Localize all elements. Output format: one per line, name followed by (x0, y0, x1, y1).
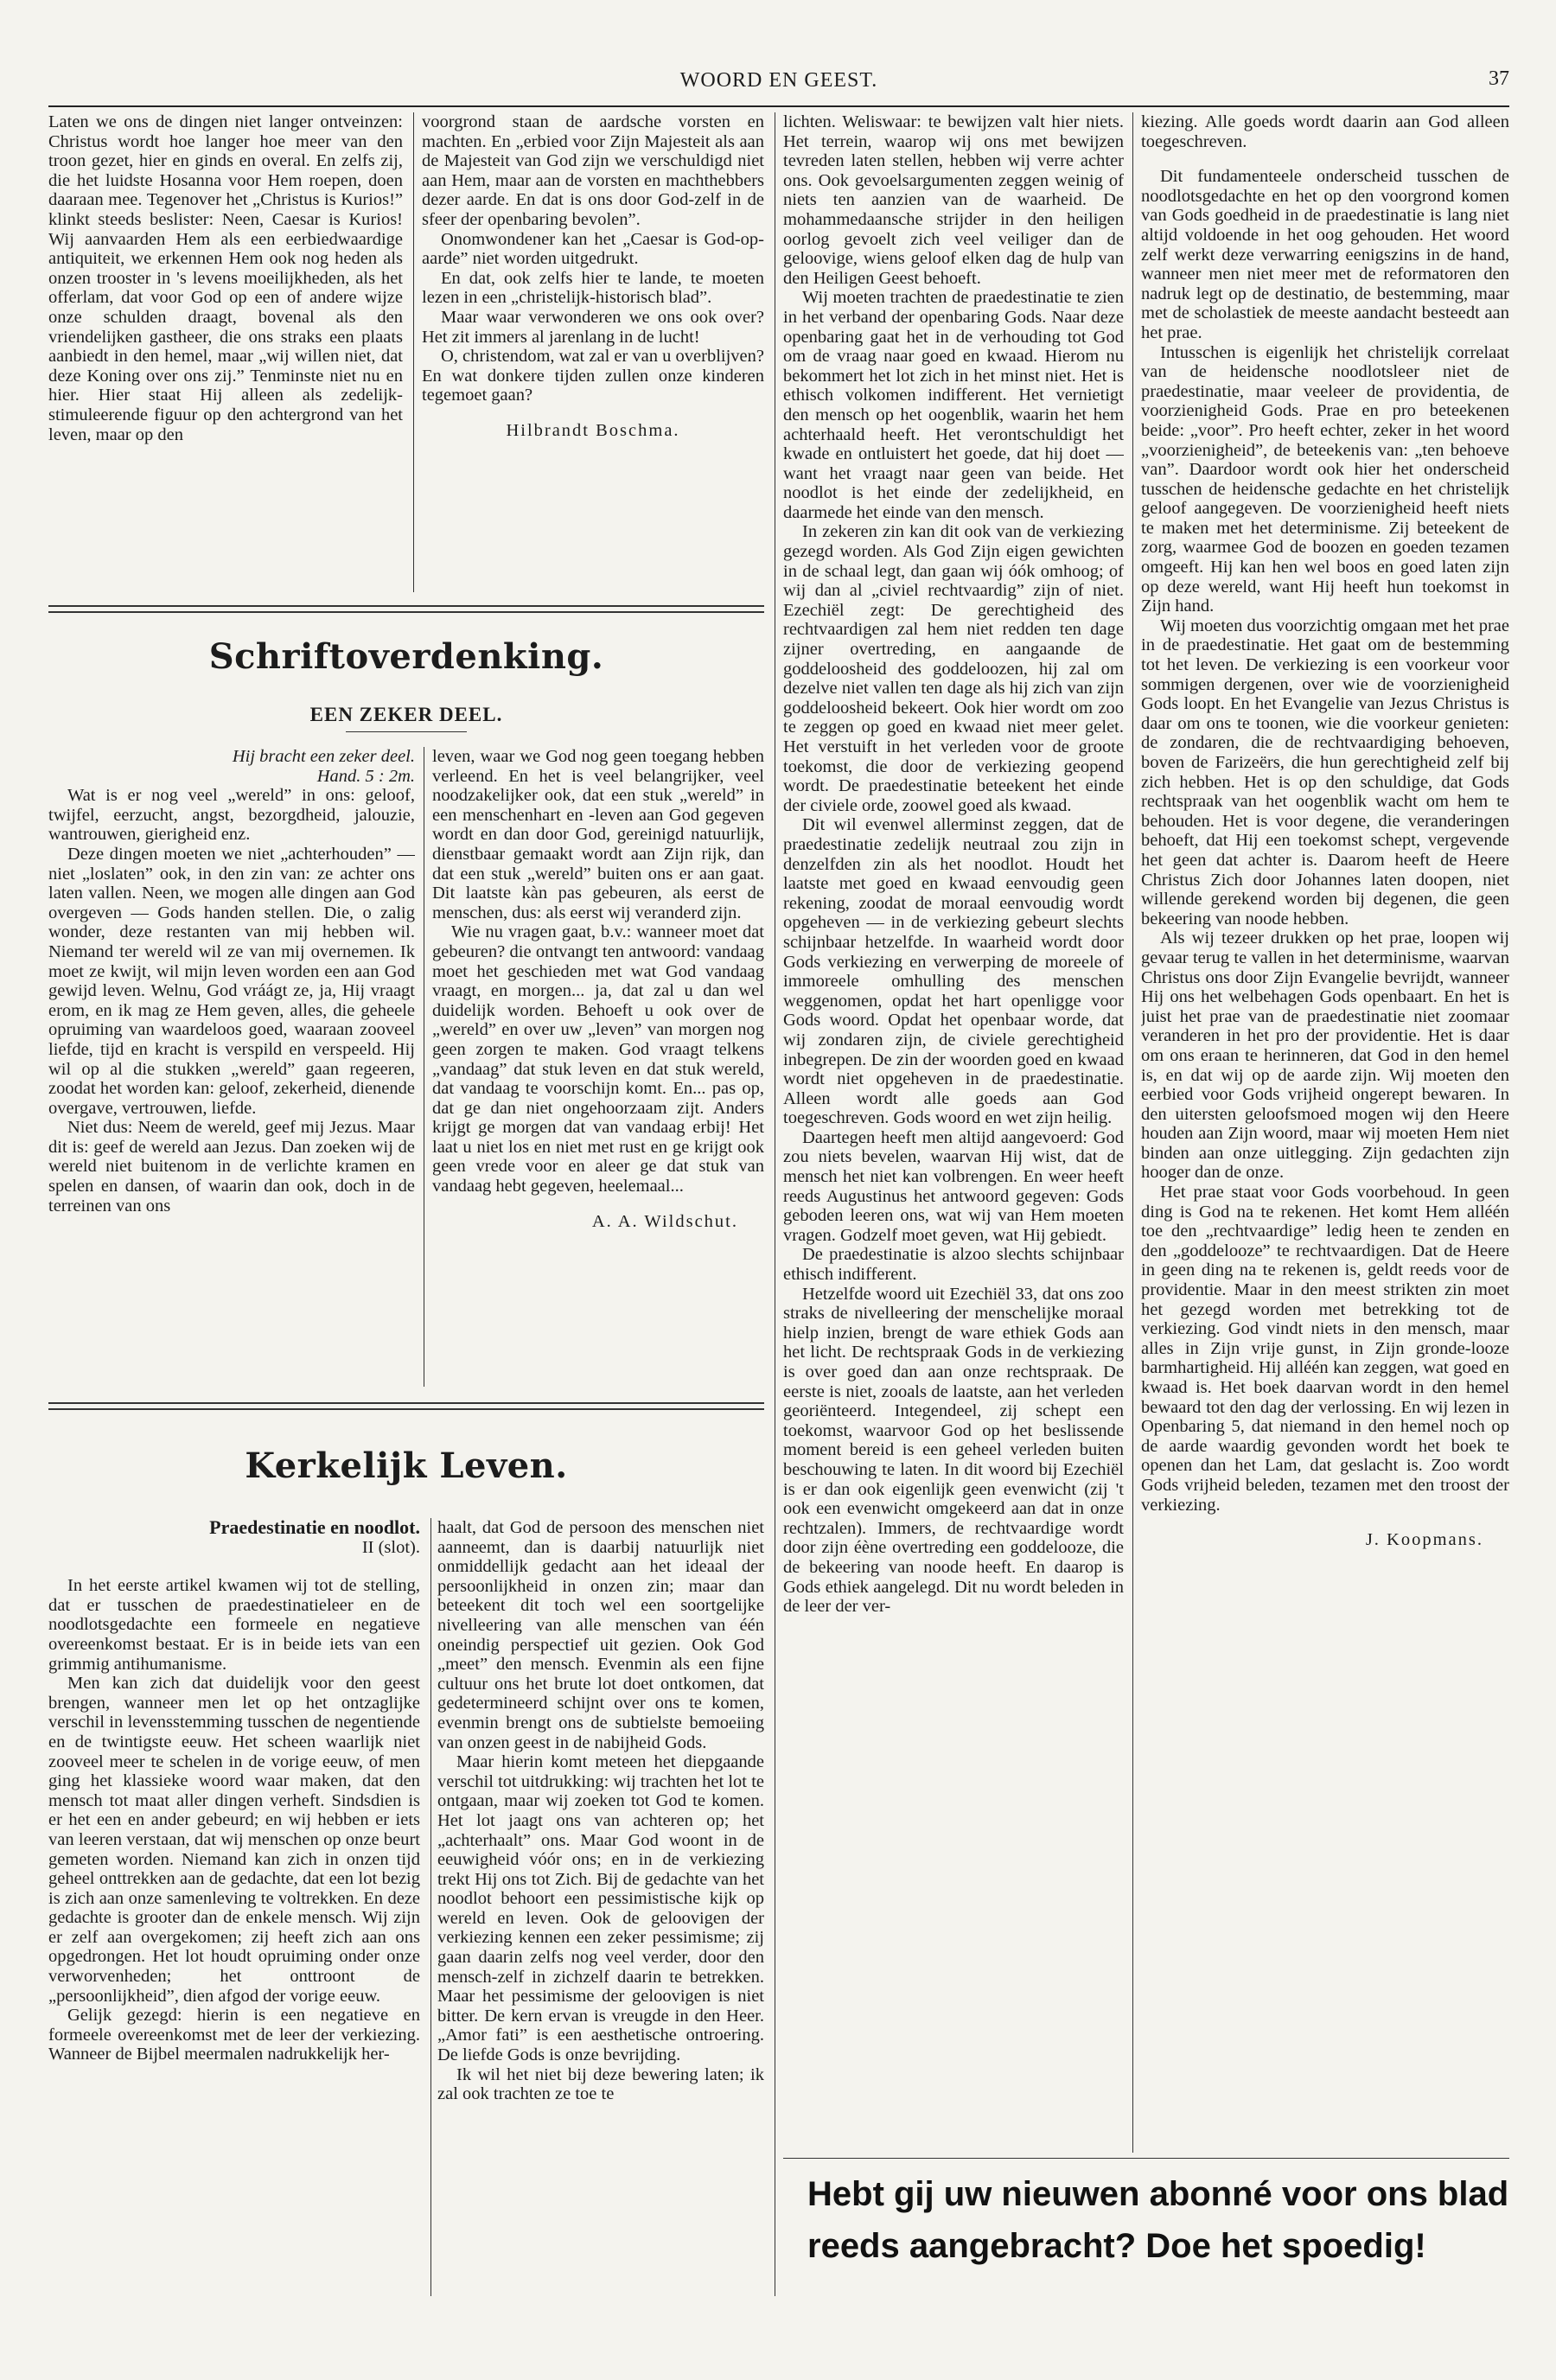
header-rule (48, 105, 1509, 107)
paragraph: Onomwondener kan het „Caesar is God-op-aarde” niet worden uitgedrukt. (422, 229, 764, 269)
paragraph: Als wij tezeer drukken op het prae, loopen wij gevaar terug te vallen in het determinisme, waarvan Christus ons door Zijn Evangelie bevrijdt, wanneer Hij ons het welbehagen Gods openbaart. En het is juist het prae van de praedestinatie niet zoomaar veranderen in het pro der providentie. Het is daar om ons eraan te herinneren, dat God in den hemel is, en dat wij op de aarde zijn. Wij moeten den eerbied voor Gods vrijheid ongerept bewaren. In den uitersten geloofsmoed mogen wij den Heere houden aan Zijn woord, maar wij moeten Hem niet binden aan onze uitlegging. Zijn gedachten zijn hooger dan de onze. (1141, 928, 1509, 1183)
section-title-kerkelijk-leven: Kerkelijk Leven. (245, 1445, 568, 1486)
advert-line-1: Hebt gij uw nieuwen abonné voor ons blad (807, 2175, 1509, 2213)
paragraph: Laten we ons de dingen niet langer ontveinzen: Christus wordt hoe langer hoe meer van den troon gezet, hier en ginds en overal. En zelfs zij, die het luidste Hosanna voor Hem roepen, doen daaraan mee. Tegenover het „Christus is Kurios!” klinkt steeds beslister: Neen, Caesar is Kurios! Wij aanvaarden Hem als een eerbiedwaardige antiquiteit, we erkennen Hem ook nog heden als onzen trooster in 's levens moeilijkheden, als het offerlam, dat voor God op een of andere wijze onze schulden draagt, bovenal als den vriendelijken gastheer, die ons straks een plaats aanbiedt in den hemel, maar „wij willen niet, dat deze Koning over ons zij.” Tenminste niet nu en hier. Hier staat Hij alleen als zedelijk-stimuleerende figuur op den achtergrond van het leven, maar op den (48, 112, 403, 444)
kerk-col4 (1141, 112, 1509, 2153)
paragraph: Wij moeten dus voorzichtig omgaan met het prae in de praedestinatie. Het gaat om de bestemming tot het leven. De verkiezing is een voorkeur voor sommigen dergenen, over wie de voorzienigheid Gods loopt. En het Evangelie van Jezus Christus is daar om ons te toonen, wie die voorkeur genieten: de zondaren, die de rechtvaardiging behoeven, boven de Farizeërs, die hun gerechtigheid zelf bij zich hebben. Het is op den schuldige, dat Gods rechtspraak van het oogenblik wacht om hem te behouden. Het is voor degene, die veranderingen behoeft, dat Hij een toekomst schept, vergevende het geen dat achter is. Daarom heeft de Heere Christus Zich door Johannes laten doopen, niet willende gerekend worden bij degenen, die geen bekeering van noode hebben. (1141, 616, 1509, 928)
paragraph: voorgrond staan de aardsche vorsten en machten. En „erbied voor Zijn Majesteit als aan de Majesteit van God zijn we verschuldigd niet aan Hem, maar aan de vorsten en machthebbers dezer aarde. En dat is ons door God-zelf in de sfeer der openbaring bevolen”. (422, 112, 764, 229)
kerk-col1 (48, 1518, 420, 2296)
column-rule (413, 112, 414, 592)
page-header (48, 67, 1509, 105)
paragraph: kiezing. Alle goeds wordt daarin aan God alleen toegeschreven. (1141, 112, 1509, 151)
subscription-advert (807, 2168, 1509, 2350)
article-title: Praedestinatie en noodlot. (209, 1518, 420, 1538)
signature: J. Koopmans. (1365, 1530, 1483, 1550)
paragraph: En dat, ook zelfs hier te lande, te moeten lezen in een „christelijk-historisch blad”. (422, 268, 764, 308)
double-rule (48, 605, 764, 613)
paragraph: Het prae staat voor Gods voorbehoud. In geen ding is God na te rekenen. Het komt Hem alléén toe den „rechtvaardige” ledig heen te zenden en den „goddelooze” te rechtvaardigen. Dat de Heere in geen ding na te rekenen is, geldt reeds voor de providentie. Maar in den meest strikten zin moet het gezegd worden met betrekking tot de verkiezing. God vindt niets in den mensch, maar alles in Zijn vrije gunst, in Zijn gronde-looze barmhartigheid. Hij alléén kan zeggen, wat goed en kwaad is. Het boek daarvan wordt in den hemel bewaard tot den dag der verlossing. En wij lezen in Openbaring 5, dat niemand in den hemel noch op de aarde waardig gevonden wordt het boek te openen dan het Lam, dat geslacht is. Zoo wordt Gods vrijheid beleden, tezamen met den troost der verkiezing. (1141, 1183, 1509, 1515)
paragraph: Dit wil evenwel allerminst zeggen, dat de praedestinatie zedelijk neutraal zou zijn in denzelfden zin als het noodlot. Houdt het laatste met goed en kwaad eenvoudig geen rekening, zoodat de moraal eenvoudig wordt opgeheven — in de verkiezing gebeurt slechts schijnbaar hetzelfde. In waarheid wordt door Gods verkiezing en verwerping de moreele of immoreele omhulling des menschen weggenomen, opdat het hart openligge voor Gods woord. Opdat het openbaar worde, dat wij zondaren zijn, de civiele gerechtigheid inbegrepen. De zin der woorden goed en kwaad wordt niet opgeheven in de praedestinatie. Alleen wordt alle goeds aan God toegeschreven. Gods woord en wet zijn heilig. (783, 815, 1124, 1128)
paragraph: Deze dingen moeten we niet „achterhouden” — niet „loslaten” ook, in den zin van: ze achter ons laten vallen. Neen, we mogen alle dingen aan God overgeven — Gods handen stellen. Die, o zalig wonder, deze restanten van mij hebben wil. Niemand ter wereld wil ze van mij overnemen. Ik moet ze kwijt, wil mijn leven worden een aan God gewijd leven. Welnu, God vráágt ze, ja, Hij vraagt erom, en ik mag ze Hem geven, alles, die geheele opruiming van waardeloos goed, waaraan zooveel liefde, tijd en kracht is verspild en verspeeld. Hij wil op al die stukken „wereld” gaan regeeren, zoodat het worden kan: geloof, zekerheid, dienende overgave, vertrouwen, liefde. (48, 844, 415, 1118)
paragraph: Niet dus: Neem de wereld, geef mij Jezus. Maar dit is: geef de wereld aan Jezus. Dan zoeken wij de wereld niet buitenom in de verlichte kramen en spelen en dansen, of waarin dan ook, doch in de terreinen van ons (48, 1118, 415, 1216)
double-rule (48, 1402, 764, 1410)
title-underline (346, 731, 467, 732)
article-subtitle: II (slot). (361, 1537, 420, 1557)
section-title-schriftoverdenking: Schriftoverdenking. (208, 636, 604, 677)
top-article-col2 (422, 112, 764, 597)
paragraph: Wij moeten trachten de praedestinatie te zien in het verband der openbaring Gods. Naar deze openbaring gaat het in de verhouding tot God om de vraag naar goed en kwaad. Hierom nu bekommert het lot zich in het minst niet. Het is ethisch volkomen indifferent. Het vernietigt den mensch op het oogenblik, waarin het hem achterhaald heeft. Het verontschuldigt het kwade en ontluistert het goede, dat hij doet — want het vraagt naar geen van beide. Het noodlot is het einde der zedelijkheid, en daarmede het einde van den mensch. (783, 288, 1124, 522)
paragraph: In zekeren zin kan dit ook van de verkiezing gezegd worden. Als God Zijn eigen gewichten in de schaal legt, dan gaan wij óók omhoog; of wij dan al „civiel rechtvaardig” zijn of niet. Ezechiël zegt: De gerechtigheid des rechtvaardigen zal hem niet redden ten dage zijner overtreding, en aangaande de goddeloosheid des goddeloozen, hij zal om dezelve niet vallen ten dage als hij zich van zijn goddeloosheid bekeert. Ook hier wordt om zoo te zeggen op goed en kwaad niet meer gelet. Het verstuift in het verleden voor de groote toekomst, die door de verkiezing geopend wordt. De praedestinatie beteekent het einde der civiele orde, zoowel goed als kwaad. (783, 522, 1124, 815)
epigraph: Hij bracht een zeker deel. (232, 747, 415, 766)
paragraph: Daartegen heeft men altijd aangevoerd: God zou niets bevelen, waarvan Hij wist, dat de mensch het niet kan volbrengen. En weer heeft reeds Augustinus het antwoord gegeven: Gods geboden leeren ons, wat wij van Hem moeten vragen. Godzelf moet geven, wat Hij gebiedt. (783, 1127, 1124, 1245)
signature: Hilbrandt Boschma. (506, 420, 680, 440)
kerk-col3 (783, 112, 1124, 2153)
paragraph: In het eerste artikel kwamen wij tot de stelling, dat er tusschen de praedestinatieleer en de noodlotsgedachte een formeele en negatieve overeenkomst bestaat. Er is in beide iets van een grimmig antihumanisme. (48, 1576, 420, 1674)
running-title: WOORD EN GEEST. (679, 69, 878, 92)
schrift-col2 (432, 747, 764, 1394)
kerk-col2 (437, 1518, 764, 2296)
paragraph: Dit fundamenteele onderscheid tusschen de noodlotsgedachte en het op den voorgrond komen van Gods goedheid in de praedestinatie is lang niet altijd voldoende in het oog gehouden. Het woord zelf werkt deze verwarring eenigszins in de hand, wanneer men niet meer met de reformatoren den nadruk legt op de destinatio, de bestemming, maar met de scholastiek de meeste aandacht besteedt aan het prae. (1141, 167, 1509, 342)
paragraph: Men kan zich dat duidelijk voor den geest brengen, wanneer men let op het ontzaglijke verschil in levensstemming tusschen de negentiende en de twintigste eeuw. Het scheen waarlijk niet zooveel meer te schelen in de vorige eeuw, of men ging het klassieke woord waar maken, dat den mensch tot maat aller dingen verheft. Sindsdien is er het een en ander gebeurd; en wij hebben er iets van leeren verstaan, dat wij menschen op onze beurt gemeten worden. Niemand kan zich in onzen tijd geheel onttrekken aan de gedachte, dat een lot bezig is zich aan onze samenleving te voltrekken. En deze gedachte is grooter dan de enkele mensch. Wij zijn er zelf aan overgekomen; zij heeft zich aan ons opgedrongen. Het lot houdt opruiming onder onze verworvenheden; het onttroont de „persoonlijkheid”, dien afgod der vorige eeuw. (48, 1674, 420, 2006)
epigraph-reference: Hand. 5 : 2m. (316, 766, 415, 786)
paragraph: Hetzelfde woord uit Ezechiël 33, dat ons zoo straks de nivelleering der menschelijke moraal hielp inzien, brengt de ware ethiek Gods aan het licht. De rechtspraak Gods in de verkiezing is over goed dan aan onze rechtspraak. De eerste is niet, zooals de laatste, aan het verleden georiënteerd. Integendeel, zij schept een toekomst, waarvoor God op het beslissende moment bereid is een geheel verleden buiten beschouwing te laten. In dit woord bij Ezechiël is er dan ook eigenlijk geen evenwicht (zij 't ook een evenwicht omgekeerd aan dat in onze rechtzalen). Immers, de rechtvaardige wordt door zijn éène overtreding een goddelooze, die de bekeering van noode heeft. En daarop is Gods ethiek aangelegd. Dit nu wordt beleden in de leer der ver- (783, 1284, 1124, 1617)
paragraph: Maar hierin komt meteen het diepgaande verschil tot uitdrukking: wij trachten het lot te ontgaan, maar wij zoeken tot God te komen. Het lot jaagt ons van achteren op; het „achterhaalt” ons. Maar God woont in de eeuwigheid vóór ons; en in de verkiezing trekt Hij ons tot Zich. Bij de gedachte van het noodlot behoort een pessimistische kijk op wereld en leven. Ook de geloovigen der verkiezing kennen een zeker pessimisme; zij gaan daarin zelfs nog veel verder, door den mensch-zelf in zichzelf daarin te betrekken. Maar het pessimisme der geloovigen is niet bitter. De kern ervan is vreugde in den Heer. „Amor fati” is een aesthetische ontroering. De liefde Gods is onze bevrijding. (437, 1752, 764, 2065)
paragraph: Ik wil het niet bij deze bewering laten; ik zal ook trachten ze toe te (437, 2064, 764, 2104)
column-rule (430, 1518, 431, 2296)
schrift-col1 (48, 747, 415, 1387)
signature: A. A. Wildschut. (591, 1211, 738, 1231)
column-rule (1132, 112, 1133, 2153)
paragraph: Intusschen is eigenlijk het christelijk correlaat van de heidensche noodlotsleer niet de praedestinatie, maar veeleer de providentia, de voorzienigheid Gods. Prae en pro beteekenen beide: „voor”. Pro heeft echter, zeker in het woord „voorzienigheid”, de beteekenis van: „ten behoeve van”. Daardoor wordt ook hier het onderscheid tusschen de heidensche gedachte en het christelijk geloof aangegeven. De voorzienigheid heeft niets te maken met het determinisme. Zij beteekent de zorg, waarmee God de boozen en goeden tezamen omgeeft. Hij kan hen wel boos en goed laten zijn op deze wereld, want Hij heeft hun toekomst in Zijn hand. (1141, 342, 1509, 616)
paragraph: O, christendom, wat zal er van u overblijven? En wat donkere tijden zullen onze kinderen tegemoet gaan? (422, 347, 764, 405)
paragraph: Gelijk gezegd: hierin is een negatieve en formeele overeenkomst met de leer der verkiezing. Wanneer de Bijbel meermalen nadrukkelijk her- (48, 2006, 420, 2064)
article-title: EEN ZEKER DEEL. (309, 704, 503, 725)
advert-rule (783, 2158, 1509, 2159)
top-article-col1 (48, 112, 403, 586)
paragraph: Maar waar verwonderen we ons ook over? Het zit immers al jarenlang in de lucht! (422, 307, 764, 347)
page-number: 37 (1489, 67, 1509, 90)
paragraph: lichten. Weliswaar: te bewijzen valt hier niets. Het terrein, waarop wij ons met bewijzen tevreden laten stellen, hebben wij verre achter ons. Ook gevoelsargumenten zeggen weinig of niets ten aanzien van de waarheid. De mohammedaansche strijder in den heiligen oorlog gevoelt zich veel veiliger dan de geloovige, wiens geloof elken dag de hulp van den Heiligen Geest behoeft. (783, 112, 1124, 288)
paragraph: haalt, dat God de persoon des menschen niet aanneemt, dan is daarbij natuurlijk niet onmiddellijk gedacht aan het ideaal der persoonlijkheid in onzen zin; maar dan beteekent dit toch wel een soortgelijke nivelleering van alle menschen van één oneindig perspectief uit gezien. Ook God „meet” den mensch. Evenmin als een fijne cultuur ons het brute lot doet ontkomen, dat gedetermineerd schijnt over ons te komen, evenmin brengt ons de subtielste bemoeiing van onzen geest in de nabijheid Gods. (437, 1518, 764, 1752)
paragraph: Wat is er nog veel „wereld” in ons: geloof, twijfel, eerzucht, angst, bezorgdheid, jalouzie, wantrouwen, gierigheid enz. (48, 786, 415, 845)
paragraph: Wie nu vragen gaat, b.v.: wanneer moet dat gebeuren? die ontvangt ten antwoord: vandaag moet het geschieden met wat God vandaag vraagt, en morgen... ja, dat zal u dan wel duidelijk worden. Behoeft u ook over de „wereld” en over uw „leven” van morgen nog geen zorgen te maken. God vraagt telkens „vandaag” dat stuk leven en dat stuk wereld, dat vandaag te voorschijn komt. En... pas op, dat ge dan niet ongehoorzaam zijt. Anders krijgt ge morgen dat van vandaag erbij! Het laat u niet los en niet met rust en ge krijgt ook geen vrede voor en aleer ge dat stuk van vandaag hebt gegeven, heelemaal... (432, 922, 764, 1196)
paragraph: leven, waar we God nog geen toegang hebben verleend. En het is veel belangrijker, veel noodzakelijker ook, dat een stuk „wereld” in een menschenhart en -leven aan God gegeven wordt en dan door God, gereinigd natuurlijk, dienstbaar gemaakt wordt aan Zijn rijk, dan dat een stuk „wereld” buiten ons er aan gaat. Dit laatste kàn pas gebeuren, als eerst de menschen, dus: als eerst wij veranderd zijn. (432, 747, 764, 922)
advert-line-2: reeds aangebracht? Doe het spoedig! (807, 2227, 1426, 2265)
paragraph: De praedestinatie is alzoo slechts schijnbaar ethisch indifferent. (783, 1245, 1124, 1285)
